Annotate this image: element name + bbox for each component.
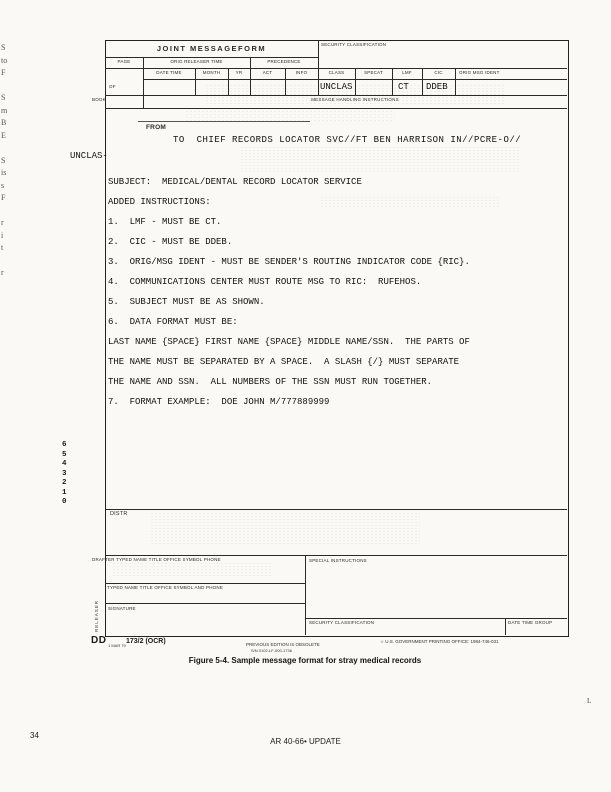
message-line: 1. LMF - MUST BE CT. bbox=[108, 217, 222, 227]
margin-artifact: m bbox=[1, 105, 8, 115]
message-line: 2. CIC - MUST BE DDEB. bbox=[108, 237, 233, 247]
margin-artifact: s bbox=[1, 180, 5, 190]
form-rule bbox=[305, 618, 567, 619]
message-handling-label: MESSAGE HANDLING INSTRUCTIONS bbox=[311, 97, 399, 102]
margin-artifact bbox=[1, 205, 15, 218]
class-value: UNCLAS bbox=[320, 82, 353, 92]
drafter-label: DRAFTER TYPED NAME TITLE OFFICE SYMBOL PHONE bbox=[92, 557, 221, 562]
form-rule bbox=[105, 57, 318, 58]
margin-artifact: to bbox=[1, 55, 8, 65]
message-line: 7. FORMAT EXAMPLE: DOE JOHN M/777889999 bbox=[108, 397, 330, 407]
right-margin-artifact: L bbox=[587, 697, 592, 705]
form-date: 1 MAR 79 bbox=[108, 643, 126, 648]
page-label: PAGE bbox=[117, 59, 131, 64]
margin-artifact: r bbox=[1, 268, 4, 277]
message-line: 6. DATA FORMAT MUST BE: bbox=[108, 317, 238, 327]
margin-artifact: i bbox=[1, 230, 4, 240]
margin-artifact bbox=[1, 255, 15, 268]
ocr-scale-number: 2 bbox=[62, 479, 67, 487]
form-rule bbox=[305, 555, 306, 635]
orig-msg-ident-label: ORIG MSG IDENT bbox=[459, 70, 500, 75]
act-label: ACT bbox=[262, 70, 273, 75]
book-label: BOOK bbox=[92, 97, 106, 102]
message-line: THE NAME AND SSN. ALL NUMBERS OF THE SSN MUST RUN TOGETHER. bbox=[108, 377, 433, 387]
ocr-scale-number: 6 bbox=[62, 441, 67, 449]
form-rule bbox=[318, 40, 319, 95]
ocr-scale-number: 5 bbox=[62, 450, 67, 459]
previous-edition-note: PREVIOUS EDITION IS OBSOLETE bbox=[246, 642, 320, 647]
specat-label: SPECAT bbox=[364, 70, 383, 75]
yr-label: YR bbox=[235, 70, 243, 75]
from-label: FROM bbox=[146, 124, 166, 131]
from-rule bbox=[138, 121, 310, 122]
left-margin-artifacts bbox=[1, 42, 15, 280]
unclas-line: UNCLAS- bbox=[70, 151, 108, 161]
form-rule bbox=[105, 108, 567, 109]
margin-artifact: r bbox=[1, 218, 4, 227]
date-time-group-label: DATE TIME GROUP bbox=[508, 620, 553, 625]
to-line: TO CHIEF RECORDS LOCATOR SVC//FT BEN HARRISON IN//PCRE-O// bbox=[173, 135, 522, 145]
figure-caption: Figure 5-4. Sample message format for stray medical records bbox=[188, 656, 422, 665]
margin-artifact: S bbox=[1, 155, 6, 165]
gpo-note: ☆ U.S. GOVERNMENT PRINTING OFFICE: 1984-746-031 bbox=[380, 639, 499, 644]
footer-publication: AR 40-66• UPDATE bbox=[270, 737, 341, 746]
margin-artifact bbox=[1, 80, 15, 93]
message-line: 5. SUBJECT MUST BE AS SHOWN. bbox=[108, 297, 265, 307]
form-rule bbox=[105, 68, 567, 69]
message-line: 4. COMMUNICATIONS CENTER MUST ROUTE MSG TO RIC: RUFEHOS. bbox=[108, 277, 422, 287]
margin-artifact bbox=[1, 142, 15, 155]
info-label: INFO bbox=[295, 70, 308, 75]
month-label: MONTH bbox=[202, 70, 221, 75]
signature-label: SIGNATURE bbox=[108, 606, 136, 611]
stock-number: S/N 0102-LF-000-1736 bbox=[251, 648, 292, 653]
releaser-label: RELEASER bbox=[94, 599, 99, 632]
form-rule bbox=[105, 509, 567, 510]
margin-artifact: S bbox=[1, 93, 6, 102]
message-line: SUBJECT: MEDICAL/DENTAL RECORD LOCATOR SERVICE bbox=[108, 177, 362, 187]
form-rule bbox=[105, 95, 567, 96]
margin-artifact: B bbox=[1, 118, 7, 127]
message-line: THE NAME MUST BE SEPARATED BY A SPACE. A SLASH {/} MUST SEPARATE bbox=[108, 357, 460, 367]
form-rule bbox=[105, 603, 305, 604]
form-number: 173/2 (OCR) bbox=[126, 638, 166, 645]
distr-label: DISTR bbox=[110, 511, 128, 517]
lmf-label: LMF bbox=[402, 70, 412, 75]
form-rule bbox=[455, 68, 456, 95]
form-rule bbox=[505, 618, 506, 635]
cic-label: CIC bbox=[434, 70, 443, 75]
margin-artifact: is bbox=[1, 168, 7, 177]
margin-artifact: F bbox=[1, 193, 6, 202]
ocr-scale-number: 1 bbox=[62, 488, 67, 497]
form-rule bbox=[105, 583, 305, 584]
date-time-label: DATE TIME bbox=[156, 70, 182, 75]
lmf-value: CT bbox=[398, 82, 409, 92]
ocr-scale-number: 0 bbox=[62, 498, 67, 506]
security-classification-top-label: SECURITY CLASSIFICATION bbox=[321, 42, 387, 47]
form-title: JOINT MESSAGEFORM bbox=[156, 44, 267, 53]
margin-artifact: F bbox=[1, 68, 6, 77]
form-rule bbox=[105, 555, 567, 556]
orig-releaser-time-label: ORIG RELEASER TIME bbox=[170, 59, 223, 64]
ocr-scale-number: 4 bbox=[62, 460, 67, 468]
dd-form-mark: DD bbox=[91, 635, 107, 646]
message-line: 3. ORIG/MSG IDENT - MUST BE SENDER'S ROUTING INDICATOR CODE {RIC}. bbox=[108, 257, 470, 267]
security-classification-bottom-label: SECURITY CLASSIFICATION bbox=[309, 620, 375, 625]
typed-name-label: TYPED NAME TITLE OFFICE SYMBOL AND PHONE bbox=[107, 585, 224, 590]
margin-artifact: S bbox=[1, 43, 6, 52]
ocr-scale-number: 3 bbox=[62, 469, 67, 478]
class-label: CLASS bbox=[328, 70, 345, 75]
message-line: LAST NAME {SPACE} FIRST NAME {SPACE} MIDDLE NAME/SSN. THE PARTS OF bbox=[108, 337, 470, 347]
message-line: ADDED INSTRUCTIONS: bbox=[108, 197, 211, 207]
message-body bbox=[108, 172, 470, 412]
precedence-label: PRECEDENCE bbox=[267, 59, 301, 64]
margin-artifact: t bbox=[1, 243, 4, 252]
of-label: OF bbox=[109, 84, 116, 89]
ocr-scale-column bbox=[62, 441, 67, 508]
page-number: 34 bbox=[30, 731, 39, 740]
margin-artifact: E bbox=[1, 130, 6, 140]
cic-value: DDEB bbox=[426, 82, 448, 92]
special-instructions-label: SPECIAL INSTRUCTIONS bbox=[309, 558, 367, 563]
